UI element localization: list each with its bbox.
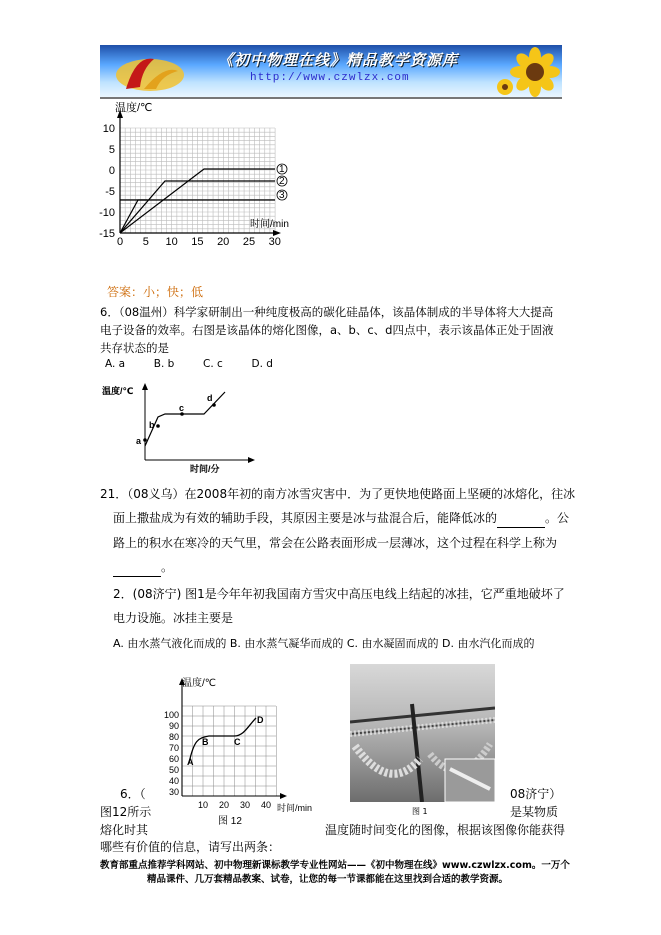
q6b-num: 6．（ — [120, 787, 146, 801]
graph3-ytick: 60 — [168, 754, 179, 764]
q6-line1: 6．（08温州）科学家研制出一种纯度极高的碳化硅晶体，该晶体制成的半导体将大大提高 — [100, 305, 554, 319]
graph1-xtick: 25 — [242, 236, 256, 247]
line-label-3: 3 — [279, 190, 285, 201]
footer-line2: 精品课件、几万套精品教案、试卷，让您的每一节课都能在这里找到合适的教学资源。 — [147, 874, 509, 885]
sunflower-icon — [495, 47, 561, 97]
graph1-ylabel: 温度/℃ — [115, 102, 153, 114]
answer-blank-1[interactable] — [497, 513, 545, 528]
ice-photo — [350, 664, 495, 802]
q6b-line3b: 温度随时间变化的图像，根据该图像你能获得 — [325, 823, 566, 837]
q6b-line2b: 是某物质 — [510, 805, 559, 819]
graph3-ytick: 100 — [163, 710, 179, 720]
graph3-ytick: 70 — [168, 743, 179, 753]
graph2-xlabel: 时间/分 — [190, 464, 220, 474]
graph3-xtick: 30 — [239, 800, 251, 810]
graph3-xlabel: 时间/min — [277, 803, 313, 813]
graph1-ytick: 0 — [108, 165, 115, 177]
graph1-xtick: 30 — [268, 236, 281, 247]
q21-line2a: 面上撒盐成为有效的辅助手段，其原因主要是冰与盐混合后，能降低冰的 — [113, 511, 498, 525]
point-a: a — [136, 436, 142, 446]
point-d: d — [207, 393, 213, 403]
option-a[interactable]: A. a — [105, 358, 126, 370]
footer-line1: 教育部重点推荐学科网站、初中物理新课标教学专业性网站——《初中物理在线》www.czwlzx.com。一万个 — [100, 860, 570, 871]
point-D: D — [257, 715, 264, 725]
graph1-ytick: -5 — [105, 186, 115, 198]
line-label-2: 2 — [279, 176, 285, 187]
q6-options — [105, 357, 273, 371]
graph1-ytick: -10 — [99, 207, 115, 219]
graph1-ytick: 10 — [102, 123, 115, 135]
graph3-ytick: 40 — [168, 776, 179, 786]
point-A: A — [187, 757, 194, 767]
q21-line3: 路上的积水在寒冷的天气里，常会在公路表面形成一层薄冰，这个过程在科学上称为 — [113, 536, 558, 550]
q21-line2b: 。公 — [545, 511, 570, 525]
option-b[interactable]: B. b — [153, 358, 175, 370]
q6b-line4: 哪些有价值的信息，请写出两条： — [100, 840, 281, 854]
line-label-1: 1 — [279, 164, 285, 175]
q2-line2: 电力设施。冰挂主要是 — [113, 611, 234, 625]
graph3-ytick: 50 — [168, 765, 179, 775]
temperature-time-graph-1 — [95, 97, 325, 247]
graph1-xtick: 0 — [116, 236, 124, 247]
graph1-xtick: 5 — [142, 236, 149, 247]
point-C: C — [234, 737, 241, 747]
graph1-xtick: 20 — [217, 236, 230, 247]
banner-title: 《初中物理在线》精品教学资源库 — [218, 51, 459, 69]
q21-line3b: 。 — [161, 560, 174, 574]
option-d[interactable]: D. d — [251, 358, 273, 370]
graph1-xlabel: 时间/min — [250, 219, 289, 230]
graph3-ytick: 80 — [168, 732, 179, 742]
temperature-time-graph-12 — [160, 668, 325, 830]
q6-line2: 电子设备的效率。右图是该晶体的熔化图像，a、b、c、d四点中，表示该晶体正处于固液 — [100, 323, 554, 337]
graph1-ytick: -15 — [99, 228, 115, 240]
graph3-caption: 图 12 — [218, 816, 242, 827]
site-banner — [100, 45, 562, 99]
q21-line1: 21．（08义乌）在2008年初的南方冰雪灾害中．为了更快地使路面上坚硬的冰熔化，往冰 — [100, 487, 576, 501]
banner-url[interactable]: http://www.czwlzx.com — [250, 72, 410, 84]
q2-line1: 2．(08济宁) 图1是今年年初我国南方雪灾中高压电线上结起的冰挂，它严重地破坏了 — [113, 587, 565, 601]
graph3-xtick: 10 — [197, 800, 209, 810]
point-B: B — [202, 737, 209, 747]
graph3-xtick: 20 — [218, 800, 230, 810]
graph1-ytick: 5 — [108, 144, 115, 156]
graph1-xtick: 10 — [165, 236, 178, 247]
point-c: c — [179, 403, 185, 413]
graph3-ytick: 90 — [168, 721, 179, 731]
graph3-xtick: 40 — [260, 800, 272, 810]
q2-options: A. 由水蒸气液化而成的 B. 由水蒸气凝华而成的 C. 由水凝固而成的 D. 由水汽化而成的 — [113, 637, 535, 650]
q21-line3-end — [113, 560, 173, 577]
q6b-line2a: 图12所示 — [100, 805, 152, 819]
graph3-ytick: 30 — [168, 787, 179, 797]
melting-graph — [100, 380, 260, 475]
q6-line3: 共存状态的是 — [100, 341, 169, 355]
graph1-xtick: 15 — [191, 236, 204, 247]
answer-text: 答案：小；快；低 — [107, 285, 204, 299]
q6b-src: 08济宁） — [510, 787, 562, 801]
answer-blank-2[interactable] — [113, 562, 161, 577]
graph3-ylabel: 温度/℃ — [182, 678, 217, 689]
q6b-line3a: 熔化时其 — [100, 823, 149, 837]
q21-line2 — [113, 511, 569, 528]
graph2-ylabel: 温度/℃ — [102, 386, 134, 396]
photo-caption: 图 1 — [412, 807, 428, 816]
site-logo — [106, 49, 196, 95]
point-b: b — [149, 420, 155, 430]
option-c[interactable]: C. c — [203, 358, 223, 370]
